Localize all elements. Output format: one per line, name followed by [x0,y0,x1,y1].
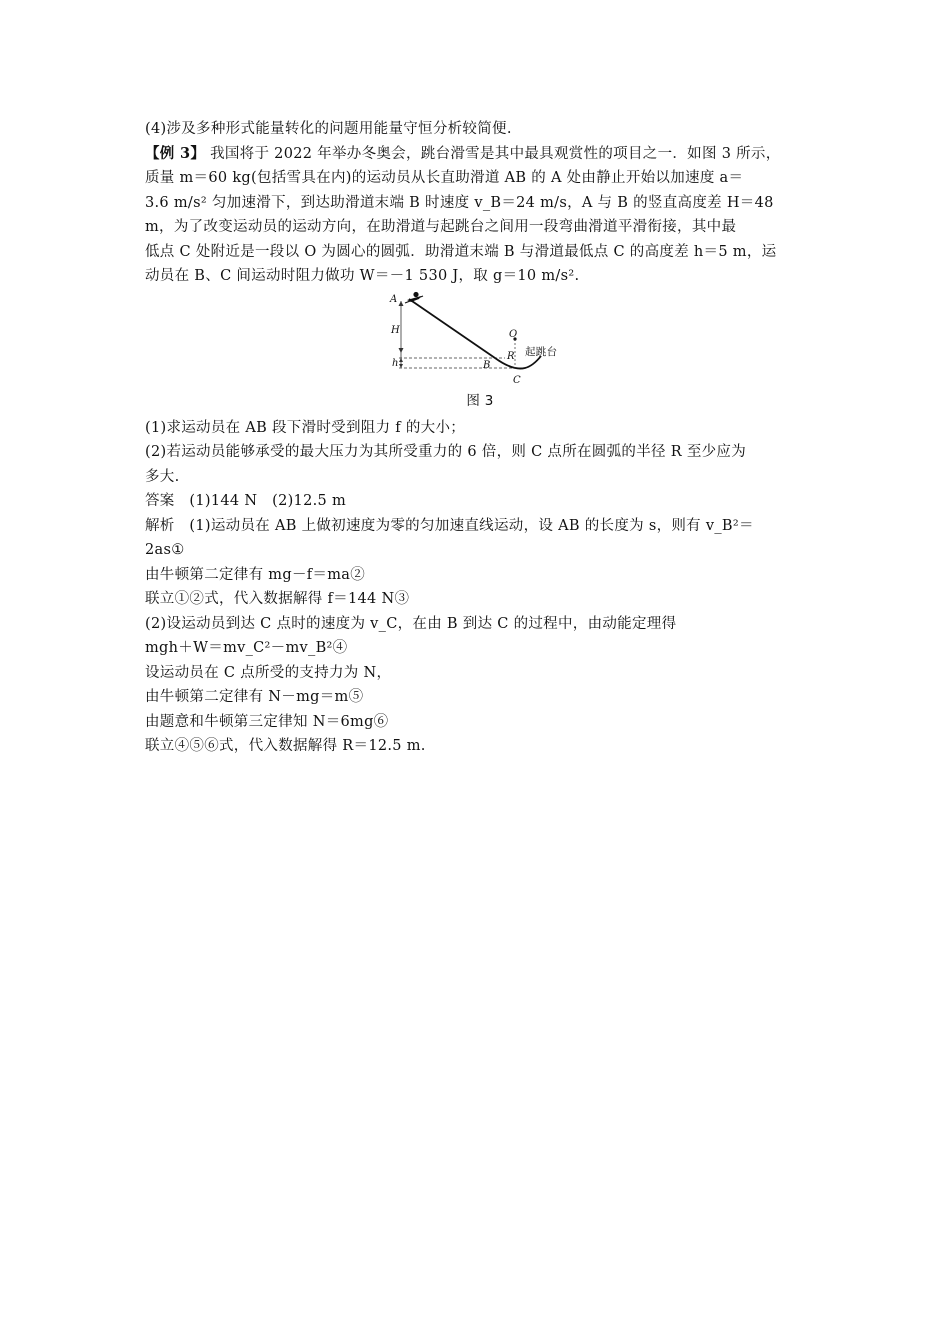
label-c: C [513,374,521,386]
solution-line-2: 2as① [145,542,185,558]
solution-line-1: 解析 (1)运动员在 AB 上做初速度为零的匀加速直线运动，设 AB 的长度为 s，则有 v_B²＝ [145,517,754,534]
solution-line-10: 联立④⑤⑥式，代入数据解得 R＝12.5 m. [145,738,426,754]
arrow-down-small-icon [399,364,403,368]
example-line-1 [145,142,815,167]
example-line-5: 低点 C 处附近是一段以 O 为圆心的圆弧．助滑道末端 B 与滑道最低点 C 的高度差 h＝5 m，运 [145,243,777,260]
example-line-2: 质量 m＝60 kg(包括雪具在内)的运动员从长直助滑道 AB 的 A 处由静止开始以加速度 a＝ [145,170,744,186]
label-r: R [507,350,515,362]
solution-line-6: mgh＋W＝mv_C²－mv_B²④ [145,640,348,656]
solution-line-8: 由牛顿第二定律有 N－mg＝m⑤ [145,689,364,705]
solution-line-7: 设运动员在 C 点所受的支持力为 N， [145,664,392,681]
question-2-line-1: (2)若运动员能够承受的最大压力为其所受重力的 6 倍，则 C 点所在圆弧的半径 R 至少应为 [145,444,747,460]
paragraph-note-4: (4)涉及多种形式能量转化的问题用能量守恒分析较简便. [145,121,512,137]
label-takeoff-platform: 起跳台 [525,345,558,358]
solution-line-9: 由题意和牛顿第三定律知 N＝6mg⑥ [145,713,389,730]
question-2-line-2: 多大. [145,468,180,485]
question-1: (1)求运动员在 AB 段下滑时受到阻力 f 的大小； [145,419,466,436]
example-text-1: 我国将于 2022 年举办冬奥会，跳台滑雪是其中最具观赏性的项目之一．如图 3 所示， [210,145,781,162]
ski-jump-diagram [385,291,565,391]
label-b: B [483,359,491,371]
label-a: A [390,293,398,305]
figure-caption: 图 3 [466,392,494,409]
ski-jump-figure [145,291,815,416]
solution-line-5: (2)设运动员到达 C 点时的速度为 v_C，在由 B 到达 C 的过程中，由动能定理得 [145,615,677,632]
example-line-6: 动员在 B、C 间运动时阻力做功 W＝－1 530 J，取 g＝10 m/s². [145,268,580,284]
example-tag: 【例 3】 [145,144,206,162]
skier-icon [405,291,423,302]
arrow-up-small-icon [399,358,403,362]
arrow-down-icon [399,348,404,353]
label-h-upper: H [391,324,401,336]
label-h-lower: h [392,357,399,369]
solution-line-4: 联立①②式，代入数据解得 f＝144 N③ [145,591,410,607]
document-page [145,117,815,759]
example-line-3: 3.6 m/s² 匀加速滑下，到达助滑道末端 B 时速度 v_B＝24 m/s，A 与 B 的竖直高度差 H＝48 [145,194,774,211]
label-o: O [509,328,518,340]
solution-line-3: 由牛顿第二定律有 mg－f＝ma② [145,566,366,583]
example-line-4: m，为了改变运动员的运动方向，在助滑道与起跳台之间用一段弯曲滑道平滑衔接，其中最 [145,219,737,235]
answer-line: 答案 (1)144 N (2)12.5 m [145,493,346,509]
arrow-up-icon [399,301,404,306]
